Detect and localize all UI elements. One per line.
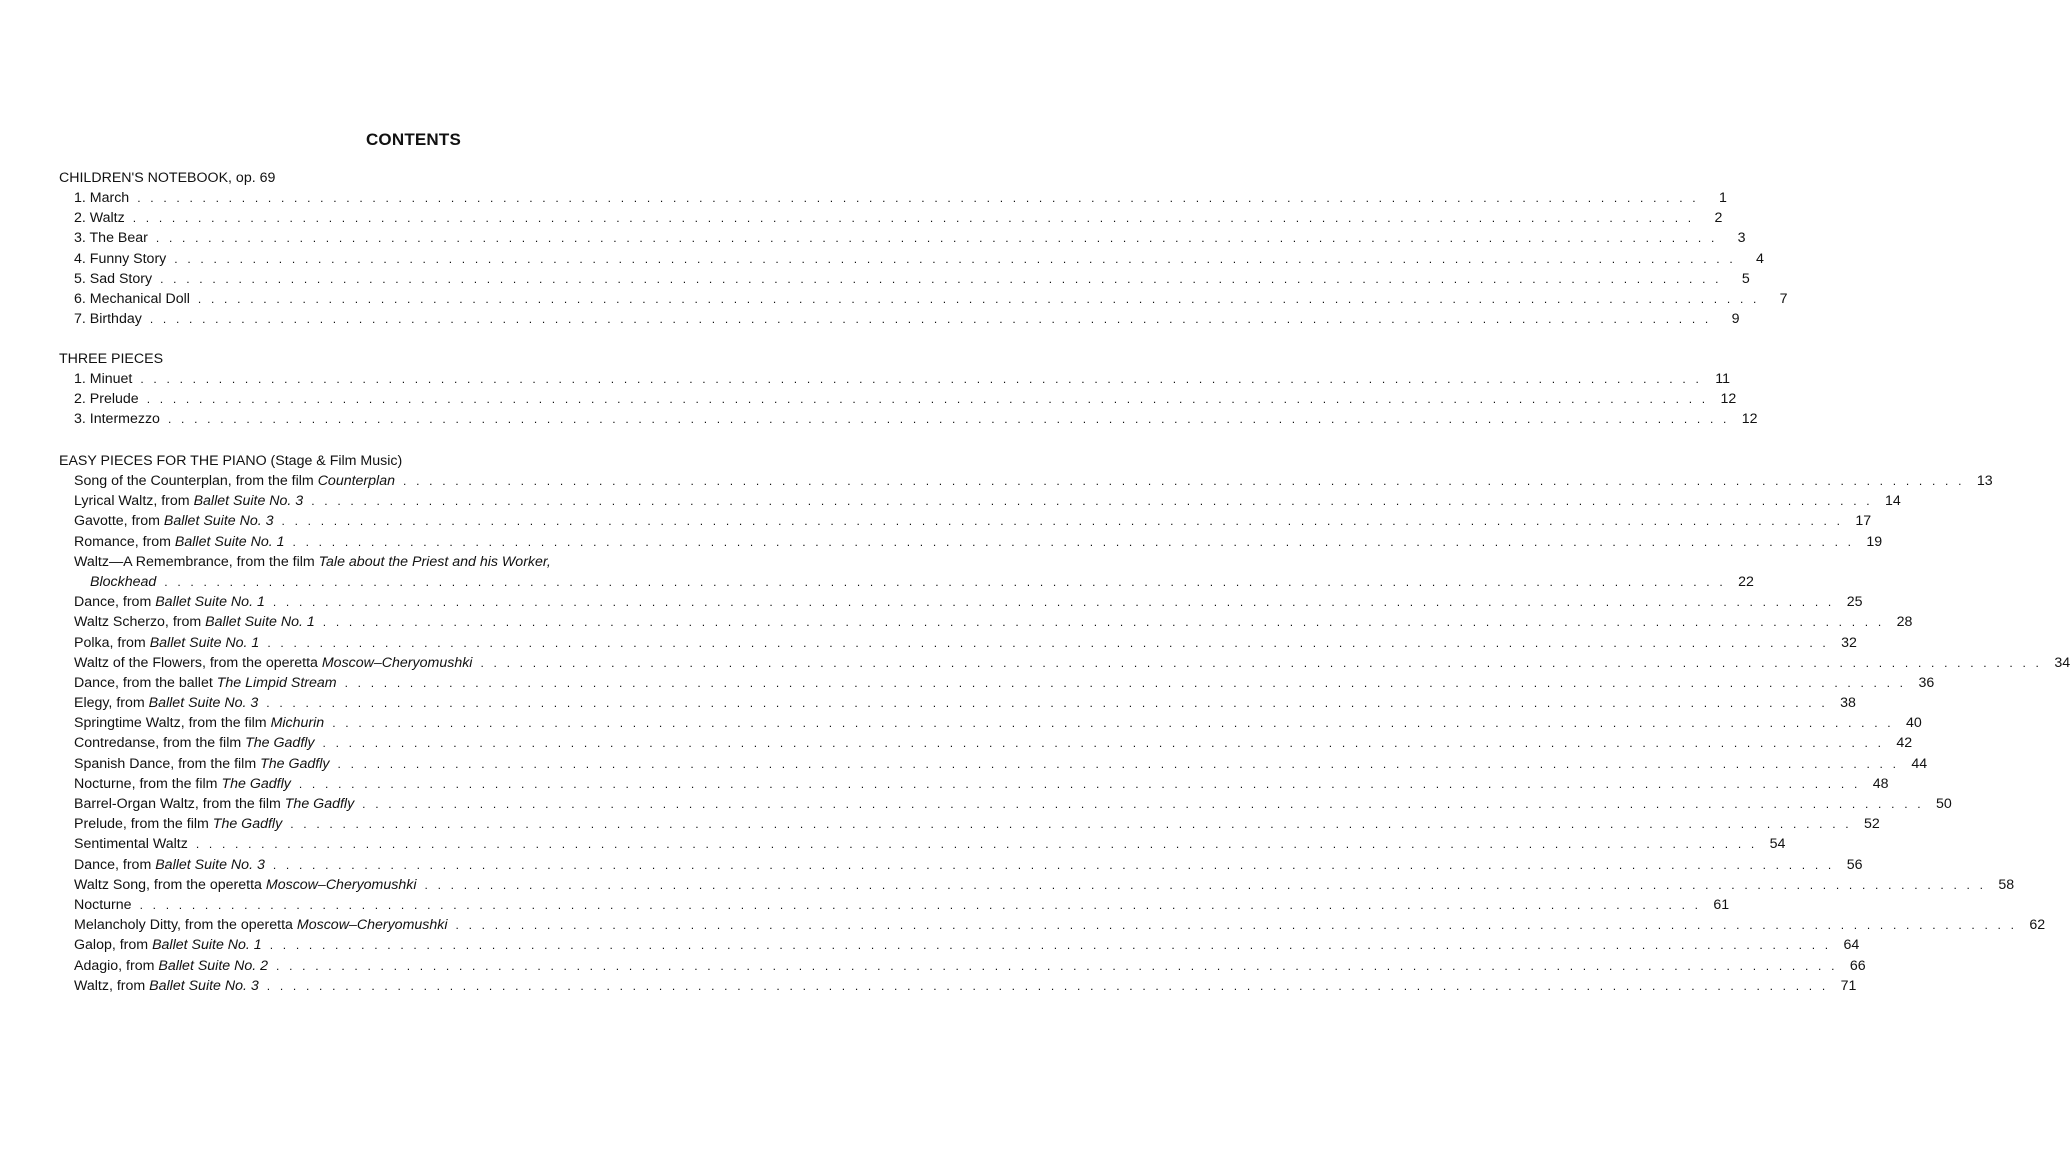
dot-leader: . . . . . . . . . . . . . . . . . . . . . . . . . . . . . . . . . . . . . . . . . . . . . . . . . . . . . . . . . . . . . . . . . . . . . . . . . . . . . . . . . . . . . . . . . . . . . . . . . . . . . . . . . . . . . . . . . . . . . . . .	[149, 312, 1712, 327]
toc-entry	[59, 774, 1889, 794]
entry-title-text: Galop, from	[74, 937, 153, 954]
toc-entry	[59, 249, 1764, 269]
entry-title	[74, 309, 142, 329]
page-number: 40	[1906, 715, 1922, 732]
page-number: 50	[1936, 796, 1952, 812]
entry-title-text: Nocturne	[74, 896, 132, 913]
toc-entry	[59, 956, 1866, 976]
entry-title-italic: Ballet Suite No. 3	[155, 856, 265, 873]
section-heading: THREE PIECES	[59, 351, 164, 367]
entry-title	[74, 249, 166, 269]
page-number: 66	[1849, 957, 1866, 974]
page-number: 42	[1896, 735, 1913, 752]
entry-title-text: Song of the Counterplan, from the film	[74, 473, 318, 489]
entry-title	[74, 369, 132, 389]
entry-title	[74, 409, 160, 429]
entry-title-italic: The Gadfly	[212, 816, 283, 833]
entry-title-text: Waltz Song, from the operetta	[74, 876, 266, 893]
dot-leader: . . . . . . . . . . . . . . . . . . . . . . . . . . . . . . . . . . . . . . . . . . . . . . . . . . . . . . . . . . . . . . . . . . . . . . . . . . . . . . . . . . . . . . . . . . . . . . . . . . . . . . . . . . . . . . . . . . . . . . . .	[337, 756, 1900, 771]
entry-title	[74, 895, 132, 915]
entry-title-italic: Ballet Suite No. 1	[149, 634, 260, 651]
entry-title-italic: Moscow–Cheryomushki	[321, 654, 473, 671]
entry-title-italic: Ballet Suite No. 1	[152, 937, 262, 954]
page-number: 38	[1840, 695, 1856, 712]
entry-title-text: Barrel-Organ Waltz, from the film	[74, 796, 285, 812]
entry-title	[74, 855, 265, 875]
page-number: 64	[1843, 937, 1860, 954]
entry-title	[74, 794, 354, 814]
dot-leader: . . . . . . . . . . . . . . . . . . . . . . . . . . . . . . . . . . . . . . . . . . . . . . . . . . . . . . . . . . . . . . . . . . . . . . . . . . . . . . . . . . . . . . . . . . . . . . . . . . . . . . . . . . . . . . . . . . . . . . . .	[322, 736, 1885, 751]
entry-title-text: Sentimental Waltz	[74, 836, 188, 853]
page-number: 1	[1718, 190, 1727, 206]
entry-title	[74, 976, 259, 996]
toc-entry	[59, 532, 1883, 552]
entry-title-text: Melancholy Ditty, from the operetta	[74, 917, 297, 934]
dot-leader: . . . . . . . . . . . . . . . . . . . . . . . . . . . . . . . . . . . . . . . . . . . . . . . . . . . . . . . . . . . . . . . . . . . . . . . . . . . . . . . . . . . . . . . . . . . . . . . . . . . . . . . . . . . . . . . . . . . . . . . .	[195, 837, 1758, 852]
entry-title: Waltz—A Remembrance, from the film	[74, 553, 319, 570]
dot-leader: . . . . . . . . . . . . . . . . . . . . . . . . . . . . . . . . . . . . . . . . . . . . . . . . . . . . . . . . . . . . . . . . . . . . . . . . . . . . . . . . . . . . . . . . . . . . . . . . . . . . . . . . . . . . . . . . . . . . . . . .	[480, 655, 2043, 670]
entry-title-text: 2. Waltz	[74, 210, 125, 227]
dot-leader: . . . . . . . . . . . . . . . . . . . . . . . . . . . . . . . . . . . . . . . . . . . . . . . . . . . . . . . . . . . . . . . . . . . . . . . . . . . . . . . . . . . . . . . . . . . . . . . . . . . . . . . . . . . . . . . . . . . . . . . .	[140, 372, 1702, 386]
entry-title-italic: Ballet Suite No. 3	[193, 493, 304, 510]
toc-entry-continuation	[59, 572, 1754, 592]
entry-title-italic: The Gadfly	[221, 775, 291, 792]
entry-title	[74, 653, 472, 673]
entry-title	[74, 228, 148, 248]
entry-title	[74, 633, 259, 653]
entry-title-italic: Moscow–Cheryomushki	[296, 917, 448, 934]
toc-entry	[59, 855, 1863, 875]
entry-title-text: Waltz Scherzo, from	[74, 614, 206, 631]
entry-title-text: Adagio, from	[74, 957, 159, 974]
section-three-pieces	[59, 349, 1758, 430]
entry-title-italic: Counterplan	[317, 473, 395, 489]
section-heading: EASY PIECES FOR THE PIANO (Stage & Film Music)	[59, 453, 403, 469]
toc-entry	[59, 653, 2070, 673]
entry-title-text: 3. The Bear	[74, 230, 148, 247]
page-number: 36	[1918, 674, 1935, 691]
toc-entry	[59, 693, 1856, 713]
dot-leader: . . . . . . . . . . . . . . . . . . . . . . . . . . . . . . . . . . . . . . . . . . . . . . . . . . . . . . . . . . . . . . . . . . . . . . . . . . . . . . . . . . . . . . . . . . . . . . . . . . . . . . . . . . . . . . . . . . . . . . . .	[455, 918, 2018, 933]
entry-title-text: Nocturne, from the film	[74, 775, 222, 792]
page-title: CONTENTS	[365, 130, 462, 149]
entry-title-text: Romance, from	[74, 533, 175, 550]
entry-title-italic: The Gadfly	[245, 735, 315, 752]
toc-entry	[59, 935, 1860, 955]
entry-title-text: 5. Sad Story	[74, 270, 153, 287]
toc-entry	[59, 673, 1935, 693]
toc-entry	[59, 511, 1872, 531]
toc-entry	[59, 491, 1901, 511]
page-number: 7	[1779, 290, 1788, 307]
dot-leader: . . . . . . . . . . . . . . . . . . . . . . . . . . . . . . . . . . . . . . . . . . . . . . . . . . . . . . . . . . . . . . . . . . . . . . . . . . . . . . . . . . . . . . . . . . . . . . . . . . . . . . . . . . . . . . . . . . . . . . . .	[311, 494, 1873, 509]
page-number: 34	[2054, 654, 2070, 671]
toc-entry	[59, 208, 1723, 228]
section-easy-pieces	[59, 451, 2070, 996]
page-number: 13	[1976, 473, 1993, 489]
page-number: 44	[1911, 755, 1928, 772]
dot-leader: . . . . . . . . . . . . . . . . . . . . . . . . . . . . . . . . . . . . . . . . . . . . . . . . . . . . . . . . . . . . . . . . . . . . . . . . . . . . . . . . . . . . . . . . . . . . . . . . . . . . . . . . . . . . . . . . . . . . . . . .	[266, 696, 1828, 711]
entry-title-text: 4. Funny Story	[74, 250, 167, 267]
entry-title-text: Gavotte, from	[74, 513, 164, 530]
toc-entry	[59, 552, 713, 572]
page-number: 19	[1866, 533, 1883, 550]
page-number: 9	[1731, 311, 1740, 328]
entry-title	[74, 754, 330, 774]
page-number: 4	[1756, 250, 1764, 267]
page-number: 32	[1841, 634, 1857, 651]
page-number: 11	[1715, 371, 1730, 387]
entry-title-italic: Tale about the Priest and his Worker,	[318, 553, 551, 570]
dot-leader: . . . . . . . . . . . . . . . . . . . . . . . . . . . . . . . . . . . . . . . . . . . . . . . . . . . . . . . . . . . . . . . . . . . . . . . . . . . . . . . . . . . . . . . . . . . . . . . . . . . . . . . . . . . . . . . . . . . . . . . .	[139, 897, 1702, 912]
dot-leader: . . . . . . . . . . . . . . . . . . . . . . . . . . . . . . . . . . . . . . . . . . . . . . . . . . . . . . . . . . . . . . . . . . . . . . . . . . . . . . . . . . . . . . . . . . . . . . . . . . . . . . . . . . . . . . . . . . . . . . . .	[267, 635, 1829, 650]
entry-title	[74, 612, 315, 632]
dot-leader: . . . . . . . . . . . . . . . . . . . . . . . . . . . . . . . . . . . . . . . . . . . . . . . . . . . . . . . . . . . . . . . . . . . . . . . . . . . . . . . . . . . . . . . . . . . . . . . . . . . . . . . . . . . . . . . . . . . . . . . .	[146, 392, 1709, 407]
dot-leader: . . . . . . . . . . . . . . . . . . . . . . . . . . . . . . . . . . . . . . . . . . . . . . . . . . . . . . . . . . . . . . . . . . . . . . . . . . . . . . . . . . . . . . . . . . . . . . . . . . . . . . . . . . . . . . . . . . . . . . . .	[290, 817, 1852, 832]
entry-title-italic: Ballet Suite No. 3	[149, 977, 259, 994]
entry-title-italic: Ballet Suite No. 3	[148, 695, 259, 712]
toc-entry	[59, 754, 1928, 774]
page-number: 56	[1846, 856, 1863, 873]
dot-leader: . . . . . . . . . . . . . . . . . . . . . . . . . . . . . . . . . . . . . . . . . . . . . . . . . . . . . . . . . . . . . . . . . . . . . . . . . . . . . . . . . . . . . . . . . . . . . . . . . . . . . . . . . . . . . . . . . . . . . . . .	[167, 412, 1730, 427]
entry-title-text: Waltz of the Flowers, from the operetta	[74, 654, 322, 671]
entry-title	[74, 673, 337, 693]
toc-entry	[59, 915, 2046, 935]
entry-title	[74, 471, 395, 491]
entry-title-text: Waltz, from	[74, 977, 150, 994]
entry-title-italic: Ballet Suite No. 1	[174, 533, 285, 550]
entry-title-text: Springtime Waltz, from the film	[74, 715, 271, 732]
entry-title	[74, 935, 262, 955]
dot-leader: . . . . . . . . . . . . . . . . . . . . . . . . . . . . . . . . . . . . . . . . . . . . . . . . . . . . . . . . . . . . . . . . . . . . . . . . . . . . . . . . . . . . . . . . . . . . . . . . . . . . . . . . . . . . . . . . . . . . . . . .	[292, 534, 1855, 549]
entry-title	[74, 389, 139, 409]
dot-leader: . . . . . . . . . . . . . . . . . . . . . . . . . . . . . . . . . . . . . . . . . . . . . . . . . . . . . . . . . . . . . . . . . . . . . . . . . . . . . . . . . . . . . . . . . . . . . . . . . . . . . . . . . . . . . . . . . . . . . . . .	[276, 958, 1838, 973]
dot-leader: . . . . . . . . . . . . . . . . . . . . . . . . . . . . . . . . . . . . . . . . . . . . . . . . . . . . . . . . . . . . . . . . . . . . . . . . . . . . . . . . . . . . . . . . . . . . . . . . . . . . . . . . . . . . . . . . . . . . . . . .	[174, 251, 1736, 266]
toc-entry	[59, 389, 1737, 409]
dot-leader: . . . . . . . . . . . . . . . . . . . . . . . . . . . . . . . . . . . . . . . . . . . . . . . . . . . . . . . . . . . . . . . . . . . . . . . . . . . . . . . . . . . . . . . . . . . . . . . . . . . . . . . . . . . . . . . . . . . . . . . .	[272, 595, 1835, 610]
entry-title	[74, 511, 274, 531]
entry-title	[74, 713, 324, 733]
entry-title	[74, 915, 448, 935]
dot-leader: . . . . . . . . . . . . . . . . . . . . . . . . . . . . . . . . . . . . . . . . . . . . . . . . . . . . . . . . . . . . . . . . . . . . . . . . . . . . . . . . . . . . . . . . . . . . . . . . . . . . . . . . . . . . . . . . . . . . . . . .	[332, 716, 1894, 731]
dot-leader: . . . . . . . . . . . . . . . . . . . . . . . . . . . . . . . . . . . . . . . . . . . . . . . . . . . . . . . . . . . . . . . . . . . . . . . . . . . . . . . . . . . . . . . . . . . . . . . . . . . . . . . . . . . . . . . . . . . . . . . .	[362, 797, 1924, 811]
entry-title-italic: Ballet Suite No. 2	[158, 957, 269, 974]
section-childrens-notebook	[59, 168, 1788, 329]
entry-title-text: 1. Minuet	[74, 371, 133, 387]
dot-leader: . . . . . . . . . . . . . . . . . . . . . . . . . . . . . . . . . . . . . . . . . . . . . . . . . . . . . . . . . . . . . . . . . . . . . . . . . . . . . . . . . . . . . . . . . . . . . . . . . . . . . . . . . . . . . . . . . . . . . . . .	[344, 675, 1907, 690]
dot-leader: . . . . . . . . . . . . . . . . . . . . . . . . . . . . . . . . . . . . . . . . . . . . . . . . . . . . . . . . . . . . . . . . . . . . . . . . . . . . . . . . . . . . . . . . . . . . . . . . . . . . . . . . . . . . . . . . . . . . . . . .	[160, 271, 1722, 286]
page-number: 12	[1720, 391, 1737, 408]
entry-title	[74, 875, 417, 895]
entry-title-italic: Ballet Suite No. 1	[205, 614, 315, 631]
entry-title-italic: The Limpid Stream	[216, 674, 337, 691]
entry-title-text: Polka, from	[74, 634, 150, 651]
entry-title-italic: Moscow–Cheryomushki	[265, 876, 417, 893]
toc-entry	[59, 895, 1730, 915]
toc-entry	[59, 834, 1786, 854]
entry-title-text: Dance, from the ballet	[74, 674, 217, 691]
page-number: 61	[1713, 896, 1730, 913]
dot-leader: . . . . . . . . . . . . . . . . . . . . . . . . . . . . . . . . . . . . . . . . . . . . . . . . . . . . . . . . . . . . . . . . . . . . . . . . . . . . . . . . . . . . . . . . . . . . . . . . . . . . . . . . . . . . . . . . . . . . . . . .	[132, 211, 1695, 226]
toc-entry	[59, 875, 2015, 895]
toc-entry	[59, 269, 1750, 289]
toc-entry	[59, 228, 1746, 248]
entry-title	[74, 269, 152, 289]
entry-title	[74, 814, 282, 834]
entry-title-text: Dance, from	[74, 856, 156, 873]
dot-leader: . . . . . . . . . . . . . . . . . . . . . . . . . . . . . . . . . . . . . . . . . . . . . . . . . . . . . . . . . . . . . . . . . . . . . . . . . . . . . . . . . . . . . . . . . . . . . . . . . . . . . . . . . . . . . . . . . . . . . . . .	[137, 191, 1699, 205]
entry-title-text: 6. Mechanical Doll	[74, 290, 190, 307]
toc-entry	[59, 713, 1922, 733]
entry-title	[74, 188, 129, 208]
entry-title-italic: The Gadfly	[284, 796, 355, 812]
entry-title	[74, 956, 268, 976]
entry-title-italic: Michurin	[270, 715, 325, 732]
page-number: 52	[1864, 816, 1880, 833]
page-number: 62	[2029, 917, 2046, 934]
page-number: 17	[1855, 513, 1872, 530]
dot-leader: . . . . . . . . . . . . . . . . . . . . . . . . . . . . . . . . . . . . . . . . . . . . . . . . . . . . . . . . . . . . . . . . . . . . . . . . . . . . . . . . . . . . . . . . . . . . . . . . . . . . . . . . . . . . . . . . . . . . . . . .	[424, 877, 1987, 892]
dot-leader: . . . . . . . . . . . . . . . . . . . . . . . . . . . . . . . . . . . . . . . . . . . . . . . . . . . . . . . . . . . . . . . . . . . . . . . . . . . . . . . . . . . . . . . . . . . . . . . . . . . . . . . . . . . . . . . . . . . . . . . .	[322, 615, 1885, 630]
entry-title-text: 3. Intermezzo	[74, 411, 160, 428]
toc-entry	[59, 309, 1740, 329]
toc-entry	[59, 976, 1857, 996]
toc-entry	[59, 733, 1913, 753]
dot-leader: . . . . . . . . . . . . . . . . . . . . . . . . . . . . . . . . . . . . . . . . . . . . . . . . . . . . . . . . . . . . . . . . . . . . . . . . . . . . . . . . . . . . . . . . . . . . . . . . . . . . . . . . . . . . . . . . . . . . . . . .	[266, 978, 1829, 993]
entry-title-italic: The Gadfly	[260, 755, 330, 772]
toc-entry	[59, 471, 1993, 491]
toc-entry	[59, 289, 1788, 309]
entry-title-text: 2. Prelude	[74, 391, 139, 408]
page-number: 14	[1885, 493, 1901, 510]
section-heading: CHILDREN'S NOTEBOOK, op. 69	[59, 170, 276, 186]
page-number: 25	[1846, 594, 1863, 611]
toc-entry	[59, 612, 1913, 632]
dot-leader: . . . . . . . . . . . . . . . . . . . . . . . . . . . . . . . . . . . . . . . . . . . . . . . . . . . . . . . . . . . . . . . . . . . . . . . . . . . . . . . . . . . . . . . . . . . . . . . . . . . . . . . . . . . . . . . . . . . . . . . .	[298, 776, 1861, 791]
page-number: 28	[1896, 614, 1913, 631]
entry-title	[74, 834, 188, 854]
entry-list	[59, 188, 1788, 329]
entry-title-text: Elegy, from	[74, 695, 149, 712]
entry-title	[74, 208, 125, 228]
entry-title-italic: Blockhead	[90, 573, 157, 590]
page-number: 58	[1998, 876, 2015, 893]
dot-leader: . . . . . . . . . . . . . . . . . . . . . . . . . . . . . . . . . . . . . . . . . . . . . . . . . . . . . . . . . . . . . . . . . . . . . . . . . . . . . . . . . . . . . . . . . . . . . . . . . . . . . . . . . . . . . . . . . . . . . . . .	[155, 231, 1718, 246]
entry-title-text: 7. Birthday	[74, 311, 142, 328]
entry-title	[74, 289, 190, 309]
toc-entry	[59, 592, 1863, 612]
toc-entry	[59, 369, 1730, 389]
entry-title-text: 1. March	[74, 190, 130, 206]
entry-title-text: Lyrical Waltz, from	[74, 493, 194, 510]
toc-entry	[59, 814, 1880, 834]
page-number: 22	[1738, 573, 1754, 590]
entry-title	[74, 693, 258, 713]
entry-title	[74, 491, 303, 511]
page-number: 3	[1737, 230, 1746, 247]
entry-title	[74, 592, 265, 612]
entry-title-italic: Ballet Suite No. 1	[155, 594, 265, 611]
toc-entry	[59, 188, 1727, 208]
dot-leader: . . . . . . . . . . . . . . . . . . . . . . . . . . . . . . . . . . . . . . . . . . . . . . . . . . . . . . . . . . . . . . . . . . . . . . . . . . . . . . . . . . . . . . . . . . . . . . . . . . . . . . . . . . . . . . . . . . . . . . . .	[272, 857, 1835, 872]
toc-entry	[59, 409, 1758, 429]
page-number: 48	[1872, 775, 1889, 792]
entry-list	[59, 471, 2070, 996]
entry-title-text: Dance, from	[74, 594, 156, 611]
dot-leader: . . . . . . . . . . . . . . . . . . . . . . . . . . . . . . . . . . . . . . . . . . . . . . . . . . . . . . . . . . . . . . . . . . . . . . . . . . . . . . . . . . . . . . . . . . . . . . . . . . . . . . . . . . . . . . . . . . . . . . . .	[281, 514, 1844, 529]
dot-leader: . . . . . . . . . . . . . . . . . . . . . . . . . . . . . . . . . . . . . . . . . . . . . . . . . . . . . . . . . . . . . . . . . . . . . . . . . . . . . . . . . . . . . . . . . . . . . . . . . . . . . . . . . . . . . . . . . . . . . . . .	[269, 938, 1832, 953]
dot-leader: . . . . . . . . . . . . . . . . . . . . . . . . . . . . . . . . . . . . . . . . . . . . . . . . . . . . . . . . . . . . . . . . . . . . . . . . . . . . . . . . . . . . . . . . . . . . . . . . . . . . . . . . . . . . . . . . . . . . . . . .	[164, 574, 1726, 589]
page-number: 5	[1741, 270, 1750, 287]
toc-entry	[59, 794, 1952, 814]
entry-title	[74, 532, 285, 552]
page-number: 71	[1840, 977, 1857, 994]
entry-title	[74, 733, 315, 753]
dot-leader: . . . . . . . . . . . . . . . . . . . . . . . . . . . . . . . . . . . . . . . . . . . . . . . . . . . . . . . . . . . . . . . . . . . . . . . . . . . . . . . . . . . . . . . . . . . . . . . . . . . . . . . . . . . . . . . . . . . . . . . .	[197, 291, 1760, 306]
entry-title-text: Spanish Dance, from the film	[74, 755, 261, 772]
toc-entry	[59, 633, 1857, 653]
entry-title-text: Contredanse, from the film	[74, 735, 246, 752]
page-number: 2	[1714, 210, 1723, 227]
entry-title-text: Prelude, from the film	[74, 816, 213, 833]
dot-leader: . . . . . . . . . . . . . . . . . . . . . . . . . . . . . . . . . . . . . . . . . . . . . . . . . . . . . . . . . . . . . . . . . . . . . . . . . . . . . . . . . . . . . . . . . . . . . . . . . . . . . . . . . . . . . . . . . . . . . . . .	[403, 474, 1965, 488]
entry-title-italic: Ballet Suite No. 3	[163, 513, 274, 530]
page-number: 54	[1769, 836, 1786, 853]
entry-title	[74, 774, 291, 794]
page-number: 12	[1741, 411, 1758, 428]
entry-list	[59, 369, 1758, 430]
